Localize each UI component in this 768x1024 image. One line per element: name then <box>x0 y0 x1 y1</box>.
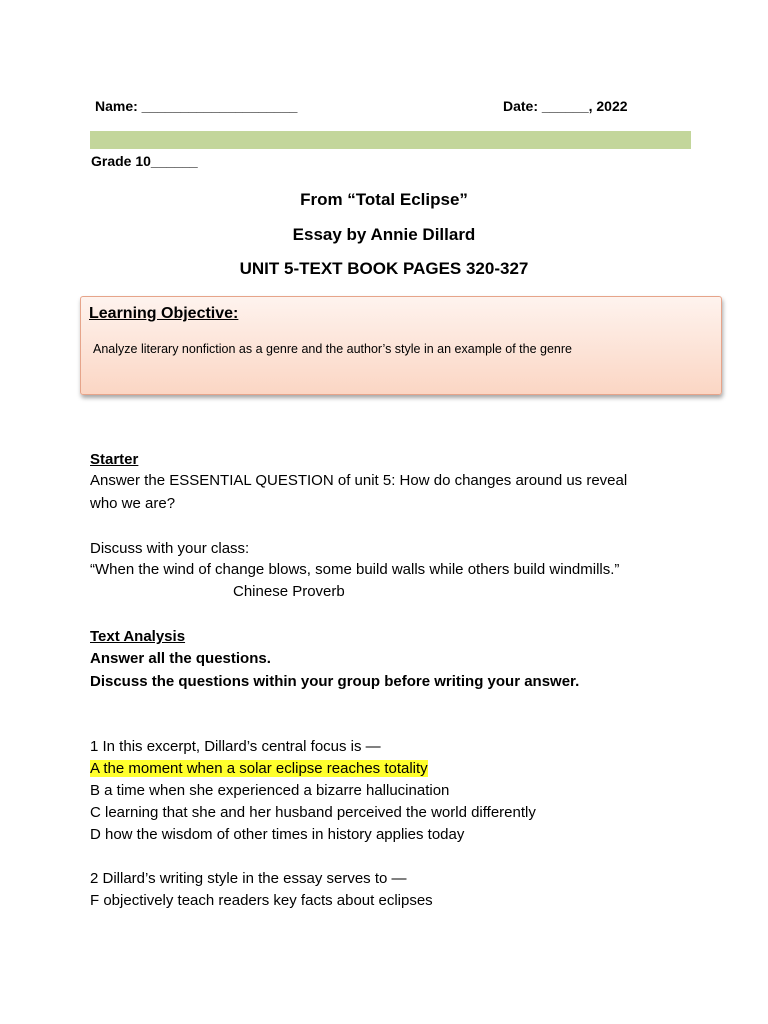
date-field: Date: ______, 2022 <box>503 98 628 114</box>
grade-field: Grade 10______ <box>91 153 198 169</box>
question-1-option-b: B a time when she experienced a bizarre hallucination <box>90 782 450 799</box>
text-analysis-heading: Text Analysis <box>90 628 186 645</box>
learning-objective-text: Analyze literary nonfiction as a genre and the author’s style in an example of the genre <box>93 342 572 356</box>
question-2-option-f: F objectively teach readers key facts about eclipses <box>90 892 433 909</box>
analysis-instruction-2: Discuss the questions within your group before writing your answer. <box>90 673 580 690</box>
question-1-stem: 1 In this excerpt, Dillard’s central focus is — <box>90 738 381 755</box>
proverb-quote: “When the wind of change blows, some build walls while others build windmills.” <box>90 561 620 578</box>
essential-question-line-1: Answer the ESSENTIAL QUESTION of unit 5: How do changes around us reveal <box>90 472 628 489</box>
title-line-3: UNIT 5-TEXT BOOK PAGES 320-327 <box>239 259 529 278</box>
title-line-1: From “Total Eclipse” <box>300 190 468 209</box>
learning-objective-box <box>80 296 722 395</box>
discuss-prompt: Discuss with your class: <box>90 540 250 557</box>
title-line-2: Essay by Annie Dillard <box>292 225 476 244</box>
analysis-instruction-1: Answer all the questions. <box>90 650 271 667</box>
essential-question-line-2: who we are? <box>90 495 176 512</box>
question-1-option-a: A the moment when a solar eclipse reaches totality <box>90 760 428 777</box>
learning-objective-heading: Learning Objective: <box>89 305 239 322</box>
question-1-option-d: D how the wisdom of other times in history applies today <box>90 826 465 843</box>
name-field: Name: ____________________ <box>95 98 298 114</box>
starter-heading: Starter <box>90 451 139 468</box>
proverb-source: Chinese Proverb <box>233 583 345 600</box>
question-1-option-c: C learning that she and her husband perceived the world differently <box>90 804 536 821</box>
header-divider-band <box>90 131 691 149</box>
question-2-stem: 2 Dillard’s writing style in the essay serves to — <box>90 870 407 887</box>
